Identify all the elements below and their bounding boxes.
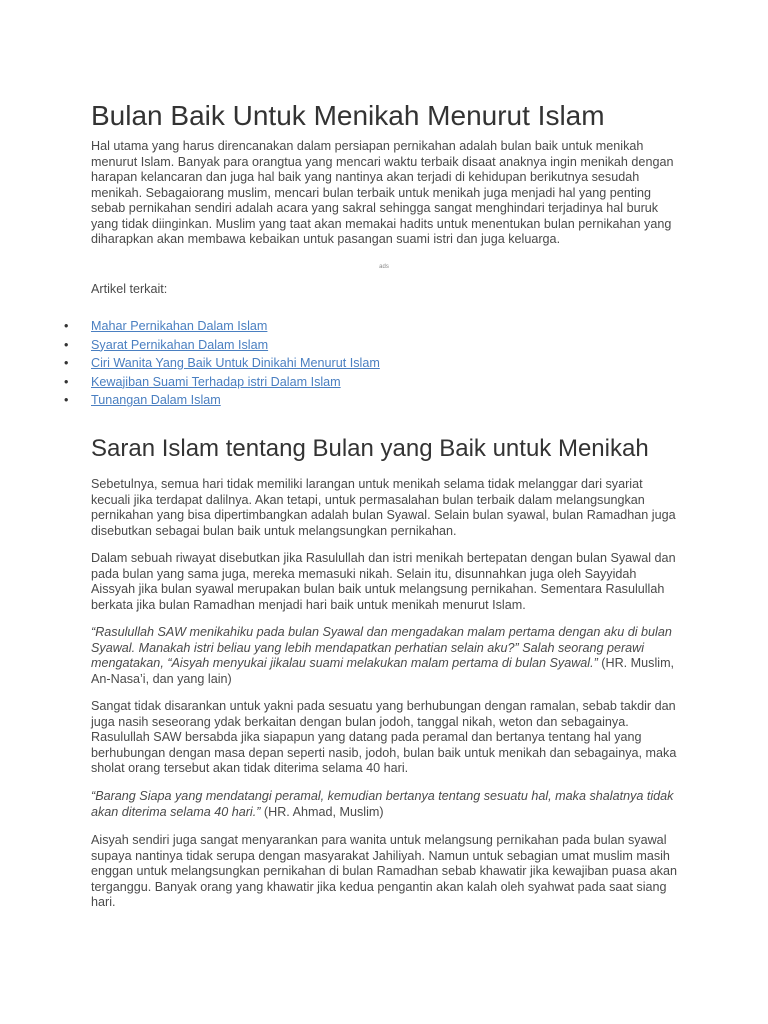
bullet-icon: •	[64, 356, 69, 371]
text-line	[91, 656, 711, 672]
quote-text: akan diterima selama 40 hari.”	[91, 804, 261, 819]
citation: (HR. Muslim,	[597, 656, 675, 670]
text-line: Dalam sebuah riwayat disebutkan jika Rasulullah dan istri menikah bertepatan dengan bulan Syawal dan	[91, 551, 676, 565]
text-line: pernikahan yang bisa dipertimbangkan adalah bulan Syawal. Selain bulan syawal, bulan Ramadhan juga	[91, 508, 676, 522]
text-line: menurut Islam. Banyak para orangtua yang mencari waktu terbaik disaat anaknya ingin menikah dengan	[91, 154, 674, 169]
text-line: Sangat tidak disarankan untuk yakni pada sesuatu yang berhubungan dengan ramalan, sebab takdir dan	[91, 699, 676, 713]
paragraph	[91, 477, 711, 539]
text-line: Hal utama yang harus direncanakan dalam persiapan pernikahan adalah bulan baik untuk menikah	[91, 139, 644, 153]
bullet-icon: •	[64, 393, 69, 408]
list-item	[64, 373, 711, 392]
related-link[interactable]: Syarat Pernikahan Dalam Islam	[91, 337, 269, 352]
related-link[interactable]: Ciri Wanita Yang Baik Untuk Dinikahi Menurut Islam	[91, 356, 380, 371]
related-articles-label: Artikel terkait:	[91, 282, 168, 296]
intro-paragraph	[91, 139, 711, 248]
text-line: harapan kelancaran dan juga hal baik yang nantinya akan terjadi di kehidupan berikutnya sesudah	[91, 170, 640, 184]
text-line: hari.	[91, 895, 116, 909]
text-line: pada bulan yang sama juga, mereka memasuki nikah. Selain itu, disunnahkan juga oleh Sayyidah	[91, 566, 637, 581]
text-line: Rasulullah SAW bersabda jika siapapun yang datang pada peramal dan bertanya tentang hal yang	[91, 730, 642, 744]
ads-label: ads	[379, 264, 389, 270]
list-item	[64, 391, 711, 410]
page-title: Bulan Baik Untuk Menikah Menurut Islam	[91, 100, 605, 131]
text-line: “Barang Siapa yang mendatangi peramal, kemudian bertanya tentang sesuatu hal, maka shalatnya tidak	[91, 789, 674, 803]
text-line: Aisyah sendiri juga sangat menyarankan para wanita untuk melangsung pernikahan pada bulan syawal	[91, 833, 667, 847]
bullet-icon: •	[64, 337, 69, 352]
text-line: berkata jika bulan Ramadhan menjadi hari baik untuk menikah menurut Islam.	[91, 597, 526, 612]
text-line	[91, 805, 711, 821]
paragraph	[91, 551, 711, 613]
related-articles-list	[64, 317, 711, 410]
text-line: juga nasih seseorang ydak berkaitan dengan bulan jodoh, tanggal nikah, weton dan sebagainya.	[91, 714, 629, 729]
text-line: sholat orang tersebut akan tidak diterima selama 40 hari.	[91, 761, 409, 775]
paragraph	[91, 699, 711, 777]
text-line: Sebetulnya, semua hari tidak memiliki larangan untuk menikah selama tidak melanggar dari syariat	[91, 477, 643, 491]
text-line: disebutkan sebagai bulan baik untuk melangsungkan pernikahan.	[91, 523, 457, 538]
text-line: Syawal. Manakah istri beliau yang lebih mendapatkan perhatian selain aku?” Salah seorang perawi	[91, 640, 645, 655]
text-line: Aissyah jika bulan syawal merupakan bulan baik untuk melangsung pernikahan. Sementara Rasulullah	[91, 582, 665, 596]
text-line: kecuali jika terdapat dalilnya. Akan tetapi, untuk permasalahan bulan terbaik dalam melangsungkan	[91, 492, 645, 507]
list-item	[64, 336, 711, 355]
list-item	[64, 317, 711, 336]
text-line: menikah. Sebagaiorang muslim, mencari bulan terbaik untuk menikah juga menjadi hal yang penting	[91, 185, 652, 200]
text-line: enggan untuk melangsungkan pernikahan di bulan Ramadhan sebab khawatir jika kewajiban puasa akan	[91, 864, 678, 878]
list-item	[64, 354, 711, 373]
text-line: terganggu. Banyak orang yang khawatir jika kedua pengantin akan kalah oleh syahwat pada saat siang	[91, 879, 667, 894]
paragraph	[91, 833, 711, 911]
bullet-icon: •	[64, 374, 69, 389]
text-line: “Rasulullah SAW menikahiku pada bulan Syawal dan mengadakan malam pertama dengan aku di bulan	[91, 625, 672, 639]
citation: An-Nasa’i, dan yang lain)	[91, 671, 232, 686]
bullet-icon: •	[64, 319, 69, 333]
quote-text: mengatakan, “Aisyah menyukai jikalau suami melakukan malam pertama di bulan Syawal.”	[91, 656, 598, 670]
text-line: berhubungan dengan masa depan seperti nasib, jodoh, bulan baik untuk menikah dan sebagainya, maka	[91, 745, 677, 760]
text-line: diharapkan akan membawa kebaikan untuk pasangan suami istri dan juga keluarga.	[91, 232, 561, 246]
text-line: sebab pernikahan sendiri adalah acara yang sakral sehingga sangat menghindari terjadinya hal buruk	[91, 201, 659, 215]
section-heading: Saran Islam tentang Bulan yang Baik untuk Menikah	[91, 435, 649, 462]
citation: (HR. Ahmad, Muslim)	[260, 804, 384, 819]
related-link[interactable]: Kewajiban Suami Terhadap istri Dalam Islam	[91, 374, 341, 389]
hadith-quote	[91, 625, 711, 687]
text-line: yang tidak diinginkan. Muslim yang taat akan memakai hadits untuk menentukan bulan pernikahan yang	[91, 216, 672, 231]
text-line: supaya nantinya tidak serupa dengan masyarakat Jahiliyah. Namun untuk sebagian umat muslim masih	[91, 848, 670, 863]
related-link[interactable]: Mahar Pernikahan Dalam Islam	[91, 319, 268, 333]
related-link[interactable]: Tunangan Dalam Islam	[91, 393, 221, 408]
hadith-quote	[91, 789, 711, 820]
